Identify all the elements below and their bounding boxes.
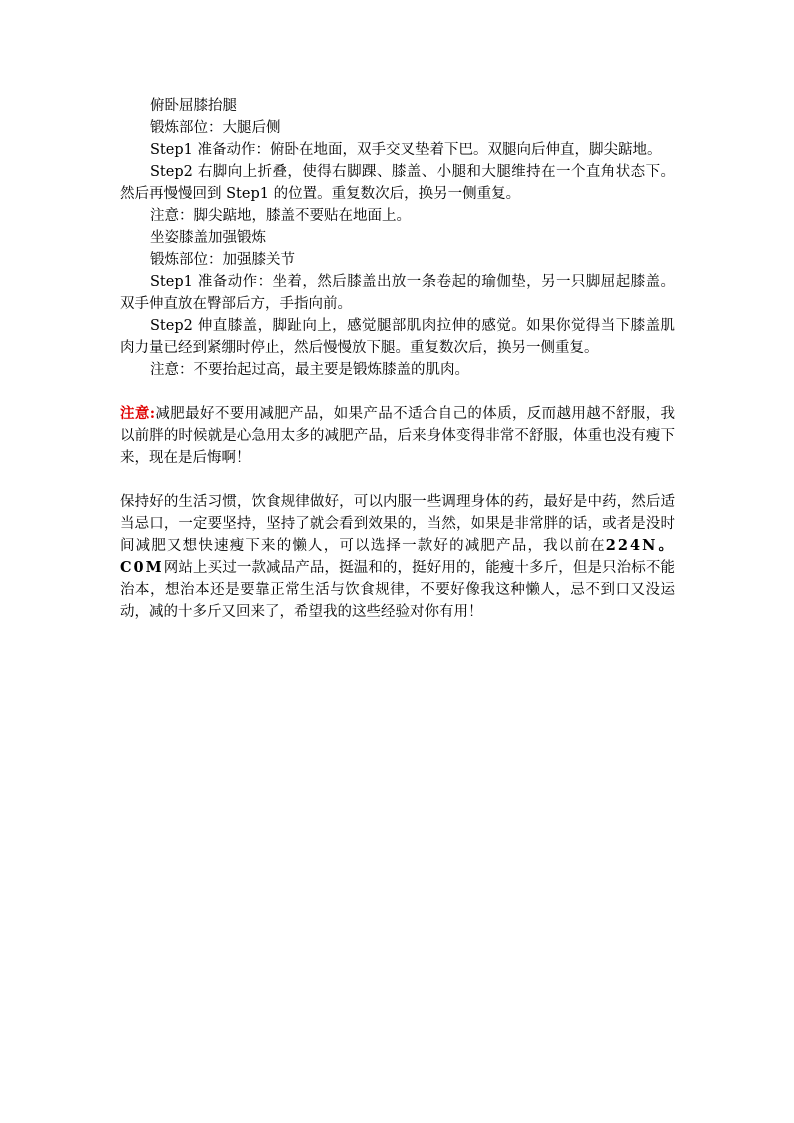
warning-text: 减肥最好不要用减肥产品，如果产品不适合自己的体质，反而越用越不舒服，我以前胖的时候就是心急用太多的减肥产品，后来身体变得非常不舒服，体重也没有瘦下来，现在是后悔啊！ bbox=[120, 406, 676, 466]
spacer bbox=[120, 381, 675, 403]
advice-paragraph bbox=[120, 491, 675, 623]
exercise1-title: 俯卧屈膝抬腿 bbox=[150, 98, 237, 114]
exercise2-step2: Step2 伸直膝盖，脚趾向上，感觉腿部肌肉拉伸的感觉。如果你觉得当下膝盖肌肉力量已经到紧绷时停止，然后慢慢放下腿。重复数次后，换另一侧重复。 bbox=[120, 318, 675, 356]
site-name-link[interactable]: 224N。C0M bbox=[120, 537, 675, 576]
exercise1-step2: Step2 右脚向上折叠，使得右脚踝、膝盖、小腿和大腿维持在一个直角状态下。然后再慢慢回到 Step1 的位置。重复数次后，换另一侧重复。 bbox=[120, 164, 675, 202]
advice-text-after: 网站上买过一款减品产品，挺温和的，挺好用的，能瘦十多斤，但是只治标不能治本，想治本还是要靠正常生活与饮食规律，不要好像我这种懒人，忌不到口又没运动，减的十多斤又回来了，希望我的这些经验对你有用！ bbox=[120, 560, 675, 620]
spacer bbox=[120, 469, 675, 491]
advice-text-before: 保持好的生活习惯，饮食规律做好，可以内服一些调理身体的药，最好是中药，然后适当忌口，一定要坚持，坚持了就会看到效果的，当然，如果是非常胖的话，或者是没时间减肥又想快速瘦下来的懒人，可以选择一款好的减肥产品，我以前在 bbox=[120, 494, 675, 554]
exercise2-title: 坐姿膝盖加强锻炼 bbox=[150, 230, 266, 246]
exercise1-step1: Step1 准备动作：俯卧在地面，双手交叉垫着下巴。双腿向后伸直，脚尖踮地。 bbox=[150, 142, 662, 158]
exercise2-step1: Step1 准备动作：坐着，然后膝盖出放一条卷起的瑜伽垫，另一只脚屈起膝盖。双手伸直放在臀部后方，手指向前。 bbox=[120, 274, 675, 312]
warning-label: 注意: bbox=[120, 405, 156, 422]
warning-paragraph bbox=[120, 403, 675, 469]
exercise2-part: 锻炼部位：加强膝关节 bbox=[150, 252, 295, 268]
exercise2-note: 注意：不要抬起过高，最主要是锻炼膝盖的肌肉。 bbox=[150, 362, 469, 378]
exercise1-part: 锻炼部位：大腿后侧 bbox=[150, 120, 281, 136]
document-body bbox=[120, 95, 675, 623]
exercise1-note: 注意：脚尖踮地，膝盖不要贴在地面上。 bbox=[150, 208, 411, 224]
